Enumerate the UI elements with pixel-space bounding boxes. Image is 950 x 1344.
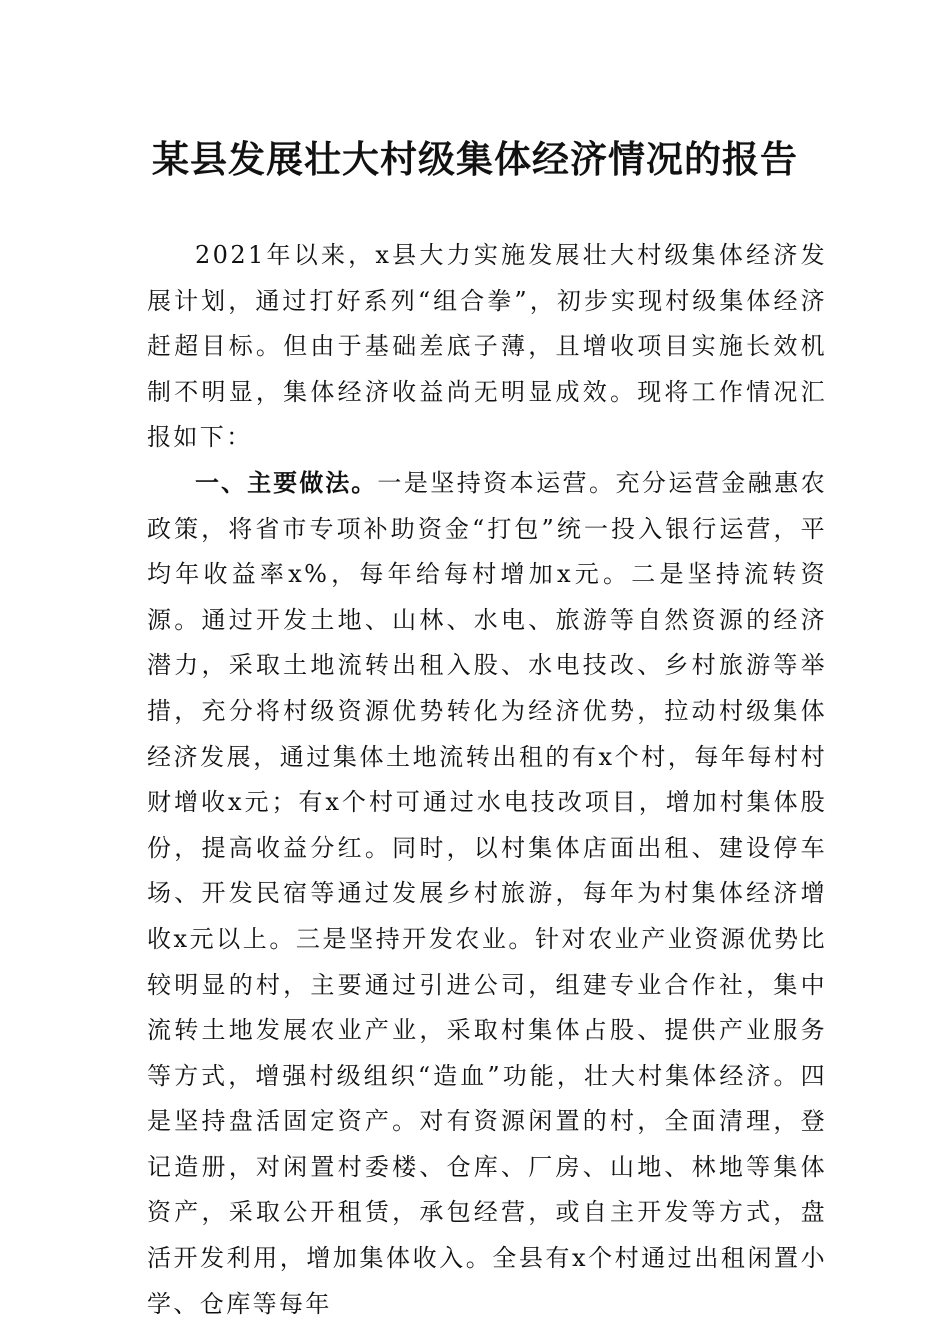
document-title: 某县发展壮大村级集体经济情况的报告 — [152, 137, 798, 181]
section-body-text: 一是坚持资本运营。充分运营金融惠农政策，将省市专项补助资金“打包”统一投入银行运营，平均年收益率x%，每年给每村增加x元。二是坚持流转资源。通过开发土地、山林、水电、旅游等自然资源的经济潜力，采取土地流转出租入股、水电技改、乡村旅游等举措，充分将村级资源优势转化为经济优势，拉动村级集体经济发展，通过集体土地流转出租的有x个村，每年每村村财增收x元；有x个村可通过水电技改项目，增加村集体股份，提高收益分红。同时，以村集体店面出租、建设停车场、开发民宿等通过发展乡村旅游，每年为村集体经济增收x元以上。三是坚持开发农业。针对农业产业资源优势比较明显的村，主要通过引进公司，组建专业合作社，集中流转土地发展农业产业，采取村集体占股、提供产业服务等方式，增强村级组织“造血”功能，壮大村集体经济。四是坚持盘活固定资产。对有资源闲置的村，全面清理，登记造册，对闲置村委楼、仓库、厂房、山地、林地等集体资产，采取公开租赁，承包经营，或自主开发等方式，盘活开发利用，增加集体收入。全县有x个村通过出租闲置小学、仓库等每年 — [147, 468, 827, 1318]
section-heading: 一、主要做法。 — [195, 468, 378, 497]
section-paragraph-main-practices — [147, 461, 827, 1327]
document-body — [147, 233, 827, 1327]
intro-paragraph: 2021年以来，x县大力实施发展壮大村级集体经济发展计划，通过打好系列“组合拳”，初步实现村级集体经济赶超目标。但由于基础差底子薄，且增收项目实施长效机制不明显，集体经济收益尚无明显成效。现将工作情况汇报如下： — [147, 241, 827, 452]
